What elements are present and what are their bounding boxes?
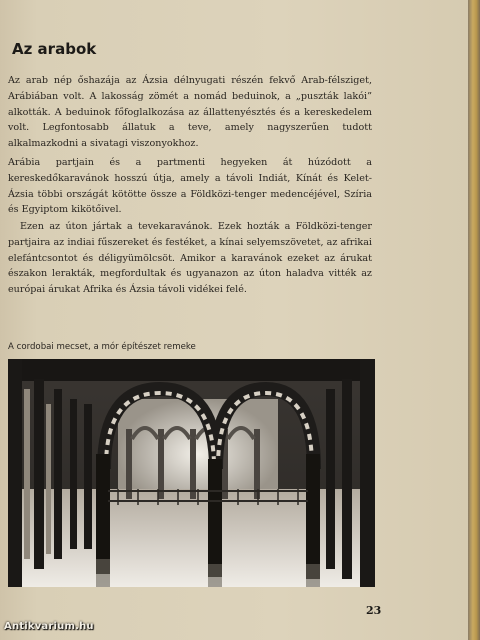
paragraph-2: Arábia partjain és a partmenti hegyeken át húzódott a kereskedőkaravánok hosszú útja, amely a távoli Indiát, Kínát és Kelet-Ázsia többi országát kötötte össze a Földközi-tenger medencéjével, Szíria és Egyiptom kikötőivel. (8, 157, 372, 216)
mosque-interior-illustration (8, 359, 375, 587)
paragraph-3: Ezen az úton jártak a tevekaravánok. Ezek hozták a Földközi-tenger partjaira az indiai fűszereket és festéket, a kínai selyemszövetet, az afrikai elefántcsontot és déligyümölcsöt. Amikor a karavánok ezeket az árukat északon lerakták, megfordultak és ugyanazon az úton haladva vitték az európai árukat Afrika és Ázsia távoli vidékei felé. (8, 221, 372, 296)
photo-caption: A cordobai mecset, a mór építészet remeke (8, 342, 196, 352)
page-edge (468, 0, 480, 640)
paragraph-1: Az arab nép őshazája az Ázsia délnyugati részén fekvő Arab-félsziget, Arábiában volt. A lakosság zömét a nomád beduinok, a „puszták lakói” alkották. A beduinok főfoglalkozása az állattenyésztés és a kereskedelem volt. Legfontosabb állatuk a teve, amely nagyszerűen tudott alkalmazkodni a sivatagi viszonyokhoz. (8, 75, 372, 150)
mosque-photo (8, 359, 375, 587)
watermark-text: Antikvarium.hu (4, 621, 94, 632)
page-title: Az arabok (12, 40, 97, 58)
page-number: 23 (366, 604, 382, 617)
